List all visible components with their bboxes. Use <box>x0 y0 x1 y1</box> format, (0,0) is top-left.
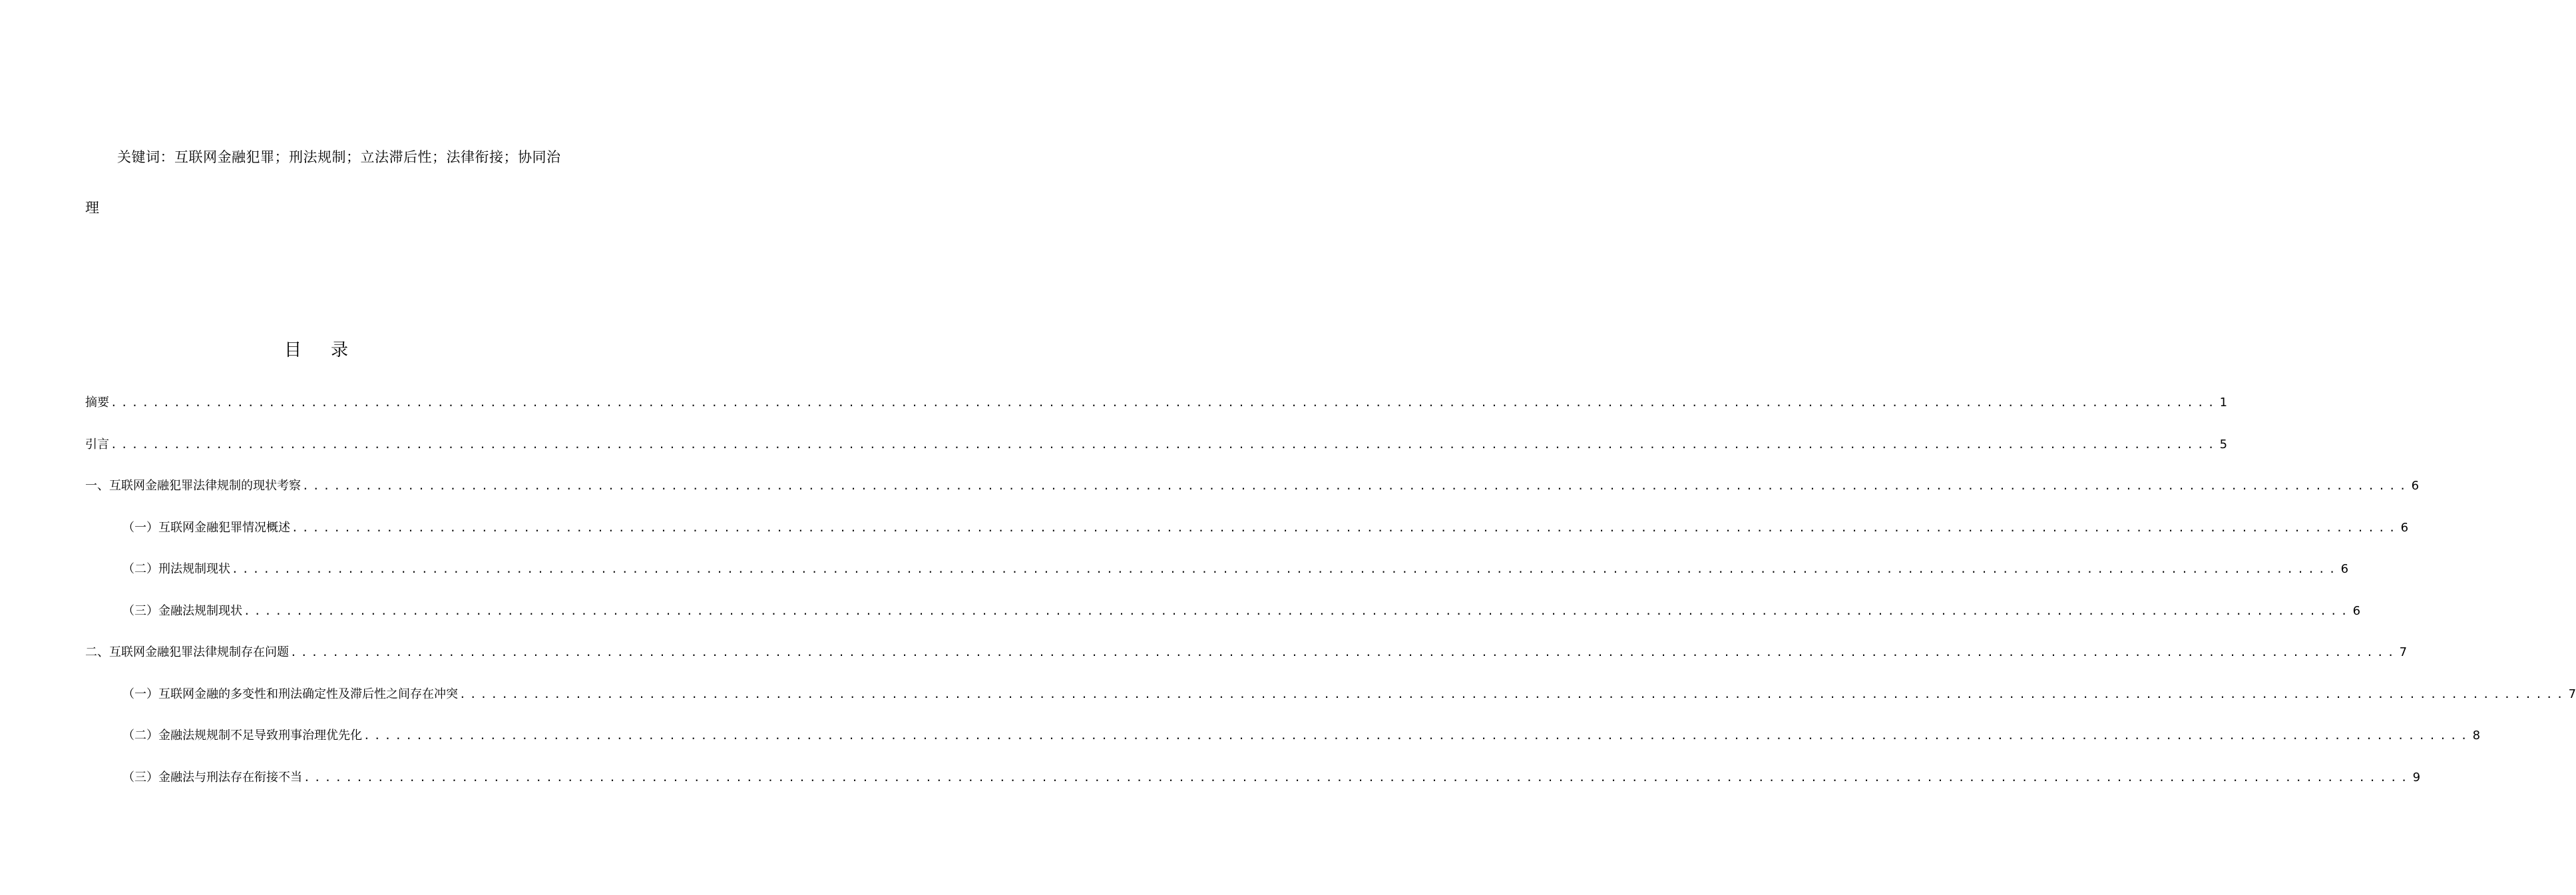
keywords-paragraph <box>85 132 564 233</box>
toc-page-number: 7 <box>2568 687 2576 701</box>
toc-entry-text: （三）金融法规制现状 <box>122 603 242 618</box>
toc-entry[interactable] <box>85 558 2349 600</box>
toc-leader-dots: ........................................................................................................................................................................................................ <box>290 646 2398 659</box>
toc-page-number: 1 <box>2219 396 2228 410</box>
toc-entry-text: （一）互联网金融的多变性和刑法确定性及滞后性之间存在冲突 <box>122 687 458 701</box>
toc-leader-dots: ........................................................................................................................................................................................................ <box>302 479 2410 492</box>
toc-entry[interactable] <box>85 392 2228 434</box>
toc-leader-dots: ........................................................................................................................................................................................................ <box>110 396 2219 409</box>
toc-page-number: 9 <box>2412 770 2421 784</box>
keywords-label: 关键词： <box>117 149 174 165</box>
toc-leader-dots: ........................................................................................................................................................................................................ <box>110 438 2219 451</box>
toc-entry-text: 一、互联网金融犯罪法律规制的现状考察 <box>85 479 301 493</box>
toc-entry[interactable] <box>85 641 2408 683</box>
toc-page-number: 7 <box>2399 645 2408 659</box>
toc-entry-text: （二）金融法规规制不足导致刑事治理优先化 <box>122 729 362 743</box>
toc-leader-dots: ........................................................................................................................................................................................................ <box>459 687 2567 701</box>
toc-entry[interactable] <box>85 725 2481 766</box>
keywords-text: 互联网金融犯罪；刑法规制；立法滞后性；法律衔接；协同治理 <box>85 149 561 216</box>
table-of-contents <box>85 392 2576 808</box>
toc-entry-text: （一）互联网金融犯罪情况概述 <box>122 520 290 535</box>
toc-entry[interactable] <box>85 600 2361 642</box>
toc-title: 目录 <box>284 340 377 360</box>
toc-leader-dots: ........................................................................................................................................................................................................ <box>232 563 2340 575</box>
toc-page-number: 6 <box>2411 479 2420 493</box>
toc-leader-dots: ........................................................................................................................................................................................................ <box>244 604 2352 617</box>
toc-page-number: 6 <box>2400 520 2409 535</box>
toc-entry[interactable] <box>85 434 2228 475</box>
toc-page-number: 6 <box>2340 562 2349 576</box>
toc-entry[interactable] <box>85 475 2420 517</box>
toc-entry-text: 引言 <box>85 437 109 451</box>
toc-page-number: 5 <box>2219 437 2228 451</box>
toc-leader-dots: ........................................................................................................................................................................................................ <box>304 770 2412 784</box>
toc-page-number: 6 <box>2352 603 2361 618</box>
toc-leader-dots: ........................................................................................................................................................................................................ <box>292 521 2400 534</box>
toc-entry-text: 摘要 <box>85 396 109 410</box>
toc-entry[interactable] <box>85 766 2421 808</box>
toc-leader-dots: ........................................................................................................................................................................................................ <box>363 729 2471 742</box>
toc-page-number: 8 <box>2472 729 2481 743</box>
toc-entry-text: （三）金融法与刑法存在衔接不当 <box>122 770 302 784</box>
toc-entry[interactable] <box>85 683 2576 725</box>
toc-entry-text: 二、互联网金融犯罪法律规制存在问题 <box>85 645 289 659</box>
toc-entry[interactable] <box>85 517 2409 559</box>
toc-entry-text: （二）刑法规制现状 <box>122 562 230 576</box>
